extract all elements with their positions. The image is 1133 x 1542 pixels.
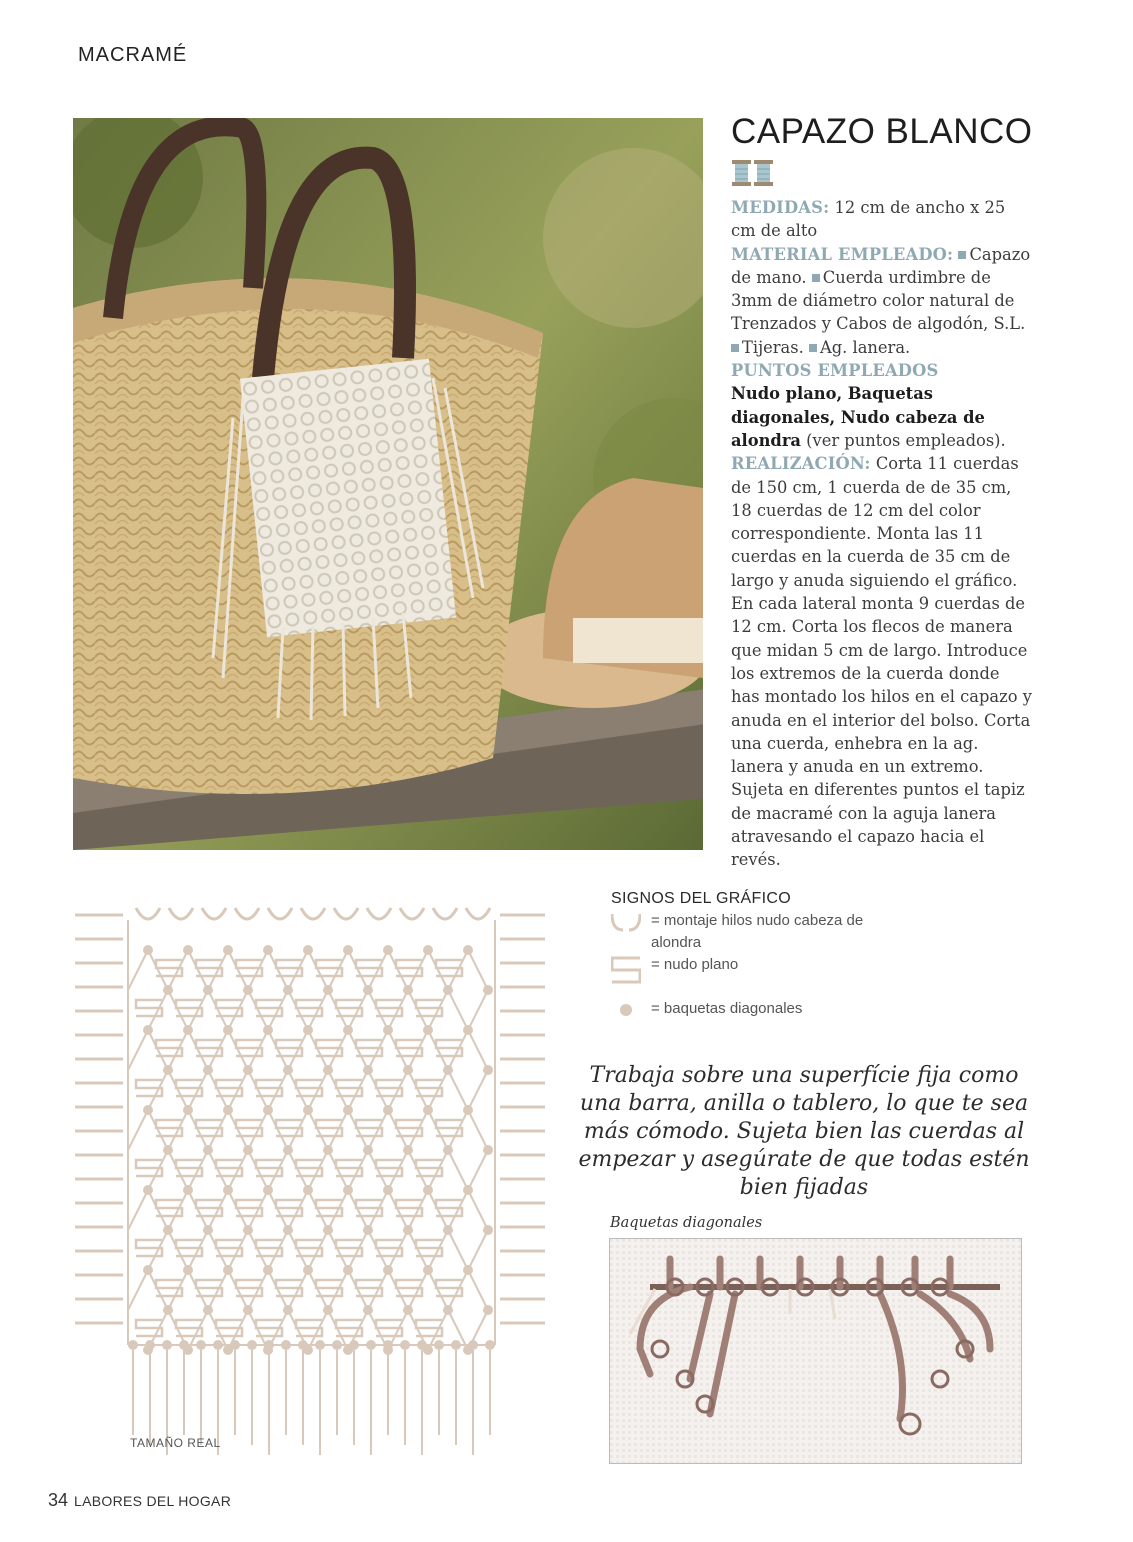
cord-line [328, 1190, 348, 1230]
cord-line [188, 1070, 208, 1110]
tip-text: Trabaja sobre una superfície fija como una barra, anilla o tablero, lo que te sea más cómodo. Sujeta bien las cuerdas al empezar y asegúrate de que todas estén bien fijadas [578, 1063, 1030, 1200]
cord-line [348, 1230, 368, 1270]
diagonal-knot-dot [128, 1340, 138, 1350]
cord-line [428, 990, 448, 1030]
cord-line [128, 1110, 148, 1150]
cord-line [208, 1190, 228, 1230]
cord-line [468, 1070, 488, 1110]
instructions [731, 196, 1033, 872]
realizacion-text: Corta 11 cuerdas de 150 cm, 1 cuerda de de 35 cm, 18 cuerdas de 12 cm del color correspondiente. Monta las 11 cuerdas en la cuerda de 35 cm de largo y anuda siguiendo el gráfico. En cada lateral monta 9 cuerdas de 12 cm. Corta los flecos de manera que midan 5 cm de largo. Introduce los extremos de la cuerda donde has montado los hilos en el capazo y anuda en el interior del bolso. Corta una cuerda, enhebra en la ag. lanera y anuda en un extremo. Sujeta en diferentes puntos el tapiz de macramé con la aguja lanera atravesando el capazo hacia el revés. [731, 454, 1032, 870]
magazine-name: LABORES DEL HOGAR [74, 1493, 232, 1509]
diagonal-knot-dot [332, 1340, 342, 1350]
cord-line [388, 1070, 408, 1110]
cord-line [188, 1270, 208, 1310]
cord-line [408, 990, 428, 1030]
cord-line [208, 1230, 228, 1270]
diagonal-knot-dot [366, 1340, 376, 1350]
diagonal-knot-dot [298, 1340, 308, 1350]
cord-line [328, 1270, 348, 1310]
cord-line [408, 1190, 428, 1230]
cord-line [288, 1230, 308, 1270]
cord-line [388, 1230, 408, 1270]
page-number: 34 [48, 1490, 69, 1510]
cord-line [388, 990, 408, 1030]
cord-line [468, 950, 488, 990]
article-title: CAPAZO BLANCO [731, 112, 1033, 151]
cord-line [368, 950, 388, 990]
section-tag: MACRAMÉ [78, 44, 188, 66]
cord-line [468, 1150, 488, 1190]
lark-head-mark [169, 908, 193, 919]
cord-line [308, 950, 328, 990]
cord-line [348, 1110, 368, 1150]
puntos-rest: (ver puntos empleados). [806, 430, 1006, 450]
cord-line [268, 1190, 288, 1230]
cord-line [448, 1070, 468, 1110]
lark-head-mark [400, 908, 424, 919]
square-knot-icon [611, 956, 641, 986]
diagonal-knot-dot [315, 1340, 325, 1350]
bag-photo [73, 118, 703, 850]
diagonal-knot-dot [247, 1340, 257, 1350]
cord-line [328, 1110, 348, 1150]
cord-line [188, 990, 208, 1030]
cord-line [468, 1110, 488, 1150]
cord-line [268, 1270, 288, 1310]
cord-line [328, 1150, 348, 1190]
lark-head-mark [301, 908, 325, 919]
cord-line [208, 1110, 228, 1150]
cord-line [288, 1070, 308, 1110]
cord-line [268, 950, 288, 990]
diagonal-knots-diagram [609, 1238, 1022, 1464]
cord-line [228, 1070, 248, 1110]
cord-line [408, 1110, 428, 1150]
cord-line [188, 950, 208, 990]
diagonal-knot-dot [196, 1340, 206, 1350]
cord-line [348, 1150, 368, 1190]
medidas-label: MEDIDAS: [731, 198, 830, 217]
legend [611, 890, 871, 1020]
cord-line [148, 1230, 168, 1270]
cord-line [308, 1150, 328, 1190]
cord-line [428, 1270, 448, 1310]
cord-line [248, 1270, 268, 1310]
cord-line [308, 1270, 328, 1310]
cord-line [308, 1230, 328, 1270]
cord-line [288, 950, 308, 990]
cord-line [168, 1190, 188, 1230]
cord-line [268, 1110, 288, 1150]
cord-line [128, 950, 148, 990]
cord-line [268, 990, 288, 1030]
cord-line [228, 1150, 248, 1190]
cord-line [448, 990, 468, 1030]
diagonal-knot-dot [162, 1340, 172, 1350]
cord-line [288, 1110, 308, 1150]
cord-line [248, 1110, 268, 1150]
cord-line [368, 1270, 388, 1310]
legend-item [611, 954, 871, 998]
cord-line [168, 990, 188, 1030]
cord-line [388, 1110, 408, 1150]
cord-line [388, 950, 408, 990]
legend-text: = baquetas diagonales [651, 1000, 803, 1017]
cord-line [228, 1270, 248, 1310]
cord-line [128, 1030, 148, 1070]
legend-title: SIGNOS DEL GRÁFICO [611, 890, 791, 907]
cord-line [148, 1270, 168, 1310]
cord-line [368, 1070, 388, 1110]
cord-line [428, 1030, 448, 1070]
cord-line [408, 1150, 428, 1190]
cord-line [148, 990, 168, 1030]
cord-line [468, 1190, 488, 1230]
cord-line [268, 1230, 288, 1270]
cord-line [148, 1190, 168, 1230]
cord-line [248, 1190, 268, 1230]
cord-line [328, 1070, 348, 1110]
material-item: Ag. lanera. [819, 337, 911, 357]
square-knot-mark [136, 1240, 162, 1256]
material-item: Capazo de mano. [731, 244, 1031, 287]
dot-icon [611, 1000, 641, 1020]
cord-line [208, 1150, 228, 1190]
cord-line [328, 1230, 348, 1270]
cord-line [448, 1230, 468, 1270]
knot-pattern-chart [70, 900, 550, 1455]
cord-line [348, 950, 368, 990]
cord-line [408, 1070, 428, 1110]
material-item: Tijeras. [742, 337, 804, 357]
cord-line [188, 1230, 208, 1270]
realizacion-label: REALIZACIÓN: [731, 454, 871, 474]
square-knot-mark [136, 1160, 162, 1176]
cord-line [428, 1190, 448, 1230]
cord-line [248, 1230, 268, 1270]
diagonal-knot-dot [213, 1340, 223, 1350]
material-item: Cuerda urdimbre de 3mm de diámetro color natural de Trenzados y Cabos de algodón, S.L. [731, 267, 1026, 334]
cord-line [188, 1150, 208, 1190]
cord-line [348, 1270, 368, 1310]
diagonal-knot-dot [145, 1340, 155, 1350]
cord-line [148, 1150, 168, 1190]
cord-line [308, 1110, 328, 1150]
cord-line [188, 1030, 208, 1070]
cord-line [148, 1070, 168, 1110]
cord-line [228, 1030, 248, 1070]
square-knot-mark [136, 1000, 162, 1016]
diagonal-knot-dot [417, 1340, 427, 1350]
cord-line [148, 950, 168, 990]
cord-line [408, 1230, 428, 1270]
cord-line [248, 1030, 268, 1070]
cord-line [128, 1190, 148, 1230]
cord-line [188, 1110, 208, 1150]
diagonal-knot-dot [434, 1340, 444, 1350]
cord-line [448, 950, 468, 990]
diagonal-knot-dot [349, 1340, 359, 1350]
cord-line [348, 1070, 368, 1110]
cord-line [308, 990, 328, 1030]
lark-head-mark [367, 908, 391, 919]
spool-icon [754, 160, 773, 186]
cord-line [228, 1110, 248, 1150]
cord-line [168, 1150, 188, 1190]
cord-line [468, 1270, 488, 1310]
cord-line [468, 1030, 488, 1070]
cord-line [228, 950, 248, 990]
spool-icon [732, 160, 751, 186]
lark-head-mark [268, 908, 292, 919]
cord-line [368, 1030, 388, 1070]
cord-line [408, 1030, 428, 1070]
cord-line [248, 1150, 268, 1190]
cord-line [208, 1030, 228, 1070]
cord-line [128, 1270, 148, 1310]
cord-line [288, 1030, 308, 1070]
lark-head-mark [202, 908, 226, 919]
cord-line [448, 1270, 468, 1310]
lark-head-icon [611, 912, 641, 936]
cord-line [388, 1270, 408, 1310]
cord-line [348, 990, 368, 1030]
cord-line [208, 990, 228, 1030]
cord-line [228, 990, 248, 1030]
cord-line [348, 1030, 368, 1070]
material-label: MATERIAL EMPLEADO: [731, 244, 954, 264]
cord-line [448, 1150, 468, 1190]
legend-item [611, 998, 871, 1020]
cord-line [268, 1150, 288, 1190]
cord-line [308, 1030, 328, 1070]
difficulty-rating [732, 160, 773, 186]
legend-item [611, 910, 871, 954]
cord-line [288, 1150, 308, 1190]
legend-text: = montaje hilos nudo cabeza de alondra [651, 912, 864, 951]
cord-line [388, 1030, 408, 1070]
diagonal-knot-dot [400, 1340, 410, 1350]
diagonal-knot-dot [485, 1340, 495, 1350]
diagram-title: Baquetas diagonales [610, 1215, 763, 1231]
real-size-caption: TAMAÑO REAL [130, 1436, 221, 1450]
cord-line [468, 1230, 488, 1270]
lark-head-mark [334, 908, 358, 919]
diagonal-knot-dot [468, 1340, 478, 1350]
cord-line [368, 990, 388, 1030]
legend-text: = nudo plano [651, 956, 739, 973]
cord-line [428, 1070, 448, 1110]
diagonal-knot-dot [230, 1340, 240, 1350]
lark-head-mark [466, 908, 490, 919]
cord-line [208, 950, 228, 990]
cord-line [168, 1270, 188, 1310]
cord-line [328, 950, 348, 990]
diagonal-knot-dot [451, 1340, 461, 1350]
diagonal-knot-dot [383, 1340, 393, 1350]
cord-line [348, 1190, 368, 1230]
cord-line [328, 1030, 348, 1070]
cord-line [168, 1030, 188, 1070]
cord-line [328, 990, 348, 1030]
cord-line [228, 1190, 248, 1230]
medidas-text: 12 cm de ancho x 25 cm de alto [731, 198, 1006, 241]
cord-line [168, 1230, 188, 1270]
cord-line [268, 1030, 288, 1070]
cord-line [288, 990, 308, 1030]
cord-line [308, 1070, 328, 1110]
square-knot-mark [136, 1320, 162, 1336]
cord-line [388, 1150, 408, 1190]
cord-line [268, 1070, 288, 1110]
puntos-label: PUNTOS EMPLEADOS [731, 361, 939, 381]
cord-line [208, 1270, 228, 1310]
cord-line [428, 1230, 448, 1270]
cord-line [188, 1190, 208, 1230]
cord-line [368, 1150, 388, 1190]
cord-line [448, 1030, 468, 1070]
cord-line [248, 990, 268, 1030]
lark-head-mark [235, 908, 259, 919]
cord-line [308, 1190, 328, 1230]
lark-head-mark [433, 908, 457, 919]
cord-line [408, 1270, 428, 1310]
diagonal-knot-dot [179, 1340, 189, 1350]
square-knot-mark [136, 1080, 162, 1096]
cord-line [148, 1110, 168, 1150]
cord-line [228, 1230, 248, 1270]
cord-line [248, 1070, 268, 1110]
cord-line [388, 1190, 408, 1230]
cord-line [208, 1070, 228, 1110]
diagonal-knot-dot [264, 1340, 274, 1350]
page-footer [48, 1490, 231, 1511]
cord-line [468, 990, 488, 1030]
cord-line [408, 950, 428, 990]
cord-line [368, 1190, 388, 1230]
cord-line [428, 1150, 448, 1190]
cord-line [368, 1230, 388, 1270]
cord-line [168, 950, 188, 990]
cord-line [428, 1110, 448, 1150]
cord-line [288, 1190, 308, 1230]
puntos-bold: Nudo plano, Baquetas diagonales, Nudo cabeza de alondra [731, 384, 985, 450]
cord-line [448, 1110, 468, 1150]
cord-line [168, 1070, 188, 1110]
cord-line [248, 950, 268, 990]
diagonal-knot-dot [281, 1340, 291, 1350]
cord-line [428, 950, 448, 990]
cord-line [168, 1110, 188, 1150]
cord-line [368, 1110, 388, 1150]
lark-head-mark [136, 908, 160, 919]
cord-line [288, 1270, 308, 1310]
cord-line [148, 1030, 168, 1070]
cord-line [448, 1190, 468, 1230]
